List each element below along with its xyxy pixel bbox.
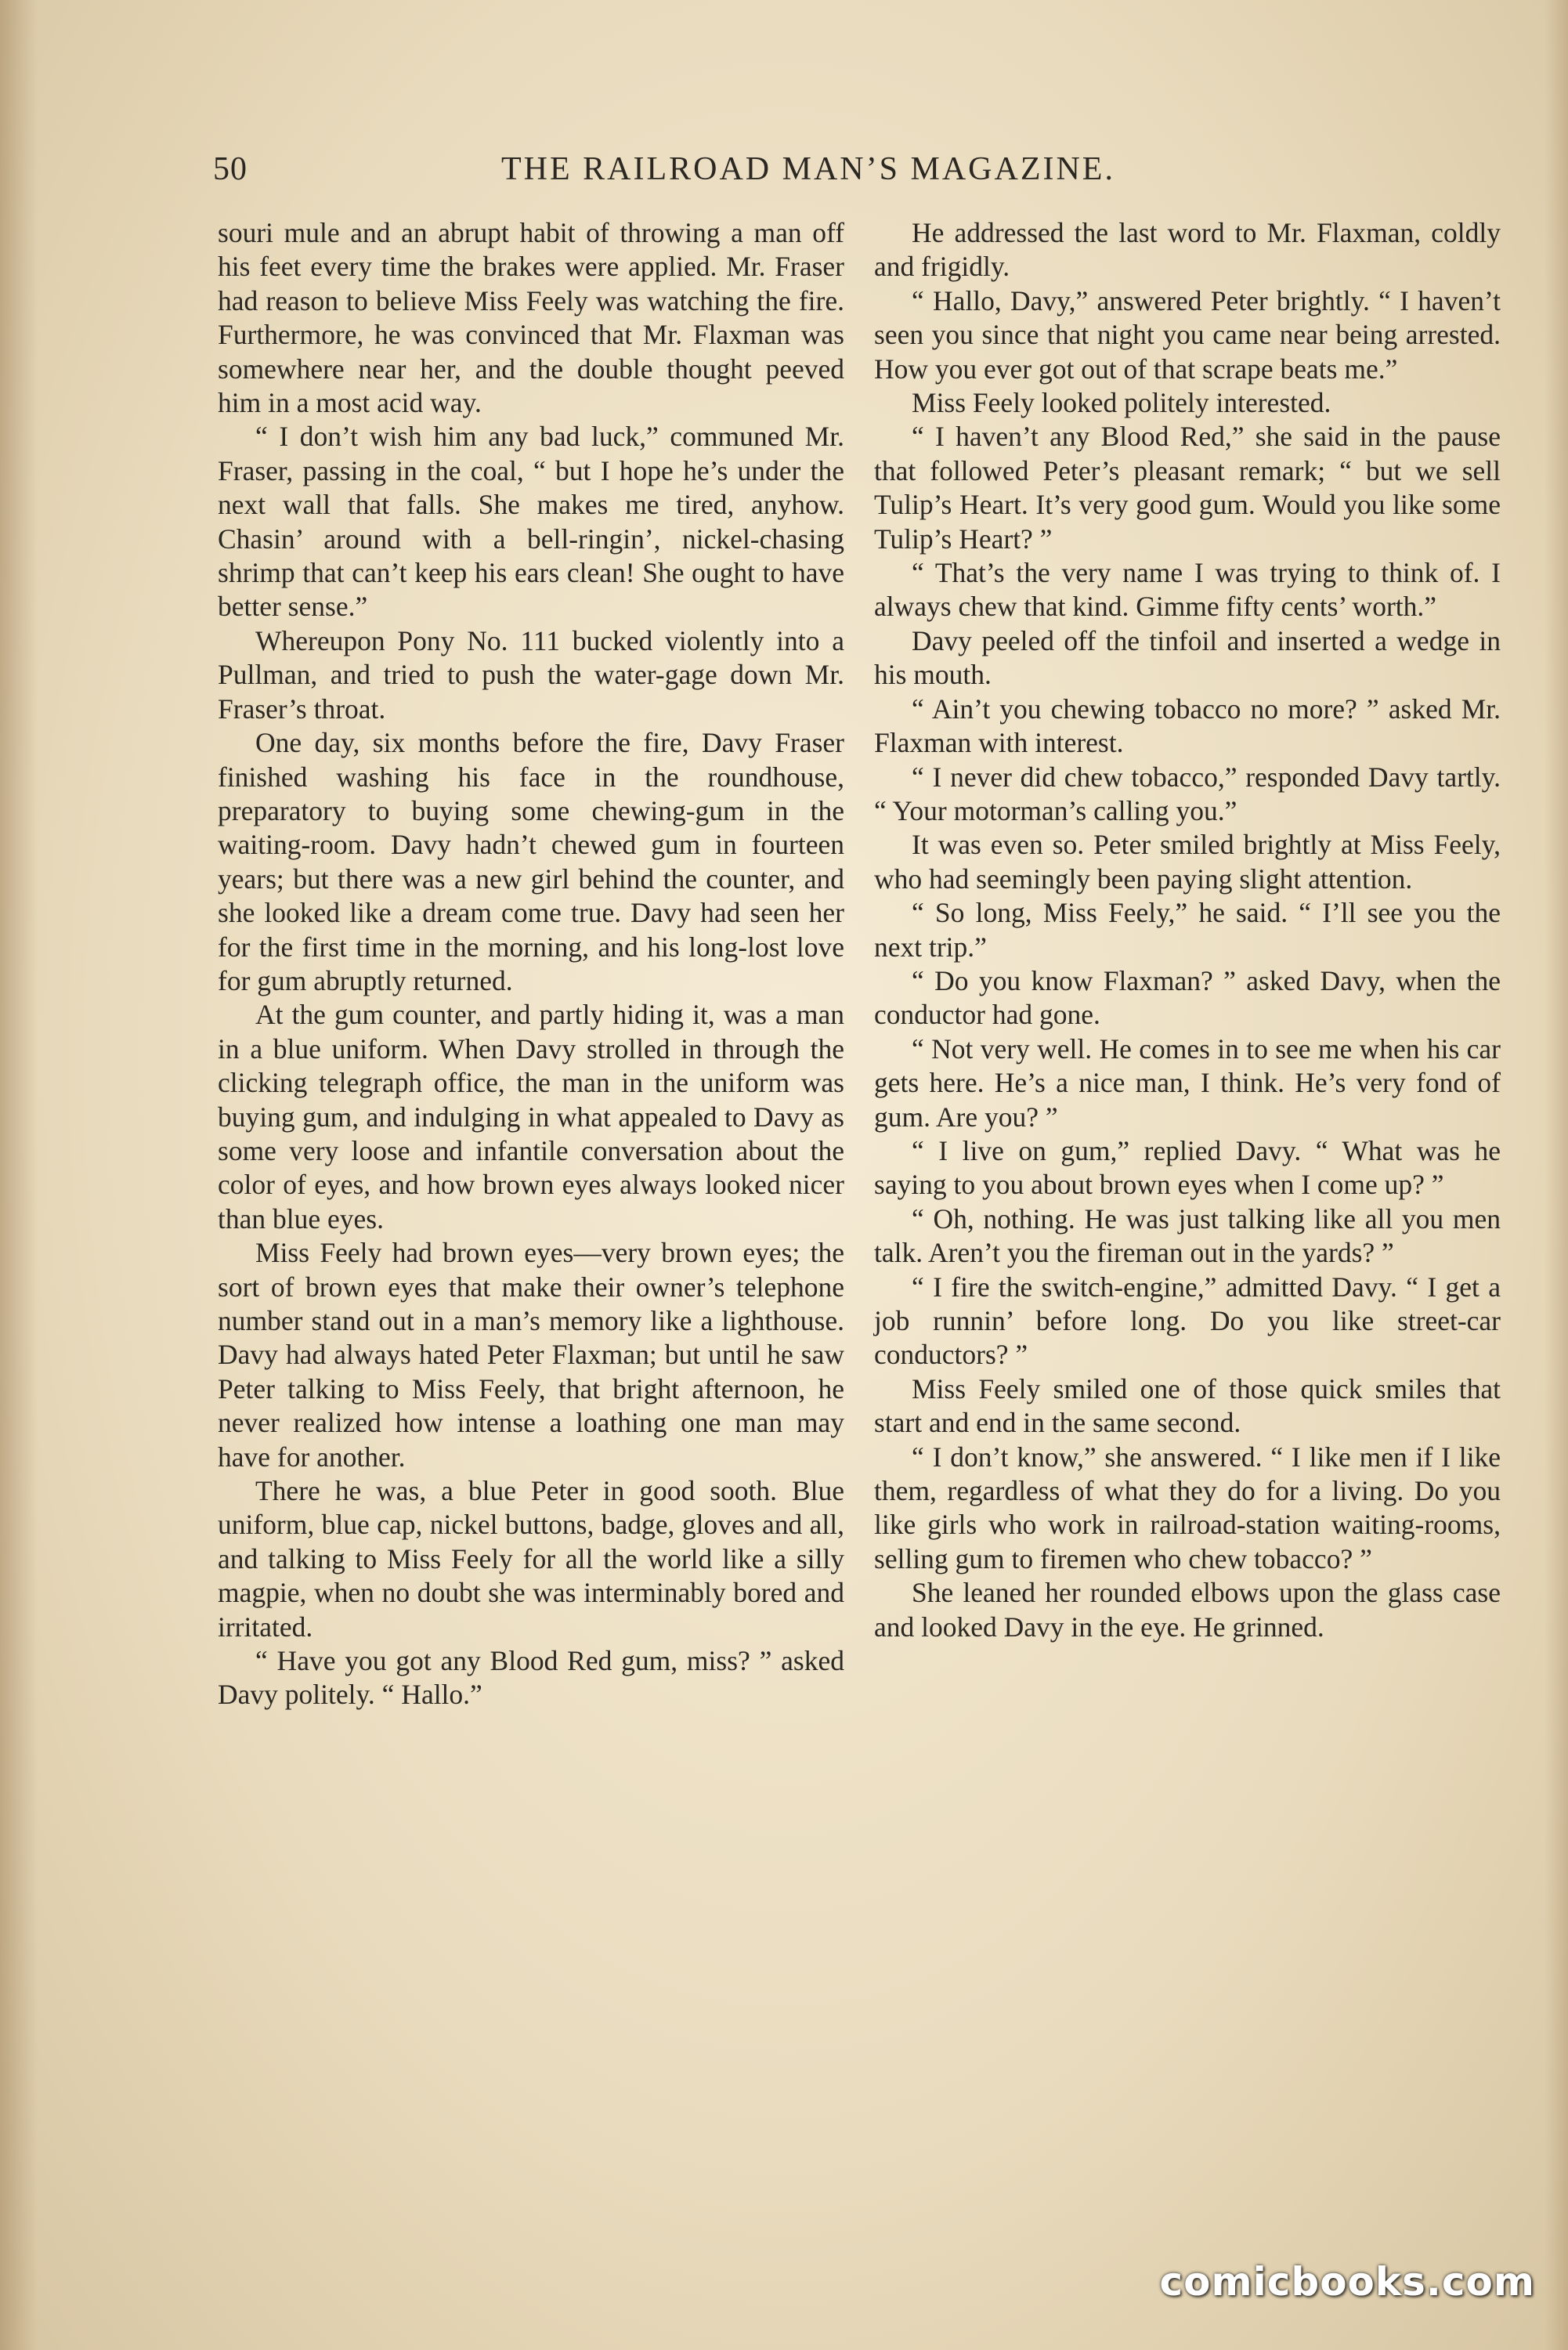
right-column	[874, 216, 1501, 1644]
paragraph: souri mule and an abrupt habit of throwing a man off his feet every time the brakes were applied. Mr. Fraser had reason to believe Miss Feely was watching the fire. Furthermore, he was convinced that Mr. Flaxman was somewhere near her, and the double thought peeved him in a most acid way.	[218, 217, 844, 419]
paragraph: “ I haven’t any Blood Red,” she said in the pause that followed Peter’s pleasant remark; “ but we sell Tulip’s Heart. It’s very good gum. Would you like some Tulip’s Heart? ”	[874, 421, 1501, 555]
paragraph: “ I don’t wish him any bad luck,” communed Mr. Fraser, passing in the coal, “ but I hope he’s under the next wall that falls. She makes me tired, anyhow. Chasin’ around with a bell-ringin’, nickel-chasing shrimp that can’t keep his ears clean! She ought to have better sense.”	[218, 421, 844, 623]
paragraph: “ I live on gum,” replied Davy. “ What was he saying to you about brown eyes when I come up? ”	[874, 1134, 1501, 1201]
paragraph: “ I fire the switch-engine,” admitted Davy. “ I get a job runnin’ before long. Do you like street-car conductors? ”	[874, 1271, 1501, 1371]
paragraph: “ So long, Miss Feely,” he said. “ I’ll see you the next trip.”	[874, 897, 1501, 963]
paragraph: “ Ain’t you chewing tobacco no more? ” asked Mr. Flaxman with interest.	[874, 692, 1501, 759]
running-title: THE RAILROAD MAN’S MAGAZINE.	[501, 151, 1115, 187]
paragraph: He addressed the last word to Mr. Flaxman, coldly and frigidly.	[874, 217, 1501, 283]
watermark: comicbooks.com	[1159, 2259, 1535, 2305]
paragraph: She leaned her rounded elbows upon the glass case and looked Davy in the eye. He grinned.	[874, 1577, 1501, 1643]
left-column	[218, 216, 844, 1712]
paragraph: Miss Feely smiled one of those quick smiles that start and end in the same second.	[874, 1372, 1501, 1439]
paragraph: Miss Feely looked politely interested.	[912, 387, 1331, 419]
page-header	[213, 146, 1216, 193]
paragraph: Whereupon Pony No. 111 bucked violently into a Pullman, and tried to push the water-gage down Mr. Fraser’s throat.	[218, 624, 844, 725]
paragraph: “ Have you got any Blood Red gum, miss? ” asked Davy politely. “ Hallo.”	[218, 1645, 844, 1711]
paragraph: “ Not very well. He comes in to see me when his car gets here. He’s a nice man, I think. He’s very fond of gum. Are you? ”	[874, 1032, 1501, 1133]
paragraph: “ That’s the very name I was trying to think of. I always chew that kind. Gimme fifty cents’ worth.”	[874, 557, 1501, 623]
spine-shadow	[0, 0, 38, 2350]
paragraph: “ Hallo, Davy,” answered Peter brightly. “ I haven’t seen you since that night you came near being arrested. How you ever got out of that scrape beats me.”	[874, 284, 1501, 385]
page-number: 50	[213, 151, 247, 187]
paragraph: “ Oh, nothing. He was just talking like all you men talk. Aren’t you the fireman out in the yards? ”	[874, 1202, 1501, 1269]
paragraph: There he was, a blue Peter in good sooth. Blue uniform, blue cap, nickel buttons, badge, gloves and all, and talking to Miss Feely for all the world like a silly magpie, when no doubt she was interminably bored and irritated.	[218, 1475, 844, 1643]
paragraph: “ Do you know Flaxman? ” asked Davy, when the conductor had gone.	[874, 964, 1501, 1031]
paragraph: “ I don’t know,” she answered. “ I like men if I like them, regardless of what they do for a living. Do you like girls who work in railroad-station waiting-rooms, selling gum to firemen who chew tobacco? ”	[874, 1441, 1501, 1574]
paragraph: One day, six months before the fire, Davy Fraser finished washing his face in the roundhouse, preparatory to buying some chewing-gum in the waiting-room. Davy hadn’t chewed gum in fourteen years; but there was a new girl behind the counter, and she looked like a dream come true. Davy had seen her for the first time in the morning, and his long-lost love for gum abruptly returned.	[218, 727, 844, 996]
page-edge-shadow	[1545, 0, 1568, 2350]
paragraph: Miss Feely had brown eyes—very brown eyes; the sort of brown eyes that make their owner’s telephone number stand out in a man’s memory like a lighthouse. Davy had always hated Peter Flaxman; but until he saw Peter talking to Miss Feely, that bright afternoon, he never realized how intense a loathing one man may have for another.	[218, 1237, 844, 1473]
paragraph: It was even so. Peter smiled brightly at Miss Feely, who had seemingly been paying slight attention.	[874, 829, 1501, 895]
paragraph: “ I never did chew tobacco,” responded Davy tartly. “ Your motorman’s calling you.”	[874, 761, 1501, 826]
paragraph: Davy peeled off the tinfoil and inserted a wedge in his mouth.	[874, 624, 1501, 691]
paragraph: At the gum counter, and partly hiding it, was a man in a blue uniform. When Davy strolled in through the clicking telegraph office, the man in the uniform was buying gum, and indulging in what appealed to Davy as some very loose and infantile conversation about the color of eyes, and how brown eyes always looked nicer than blue eyes.	[218, 999, 844, 1235]
